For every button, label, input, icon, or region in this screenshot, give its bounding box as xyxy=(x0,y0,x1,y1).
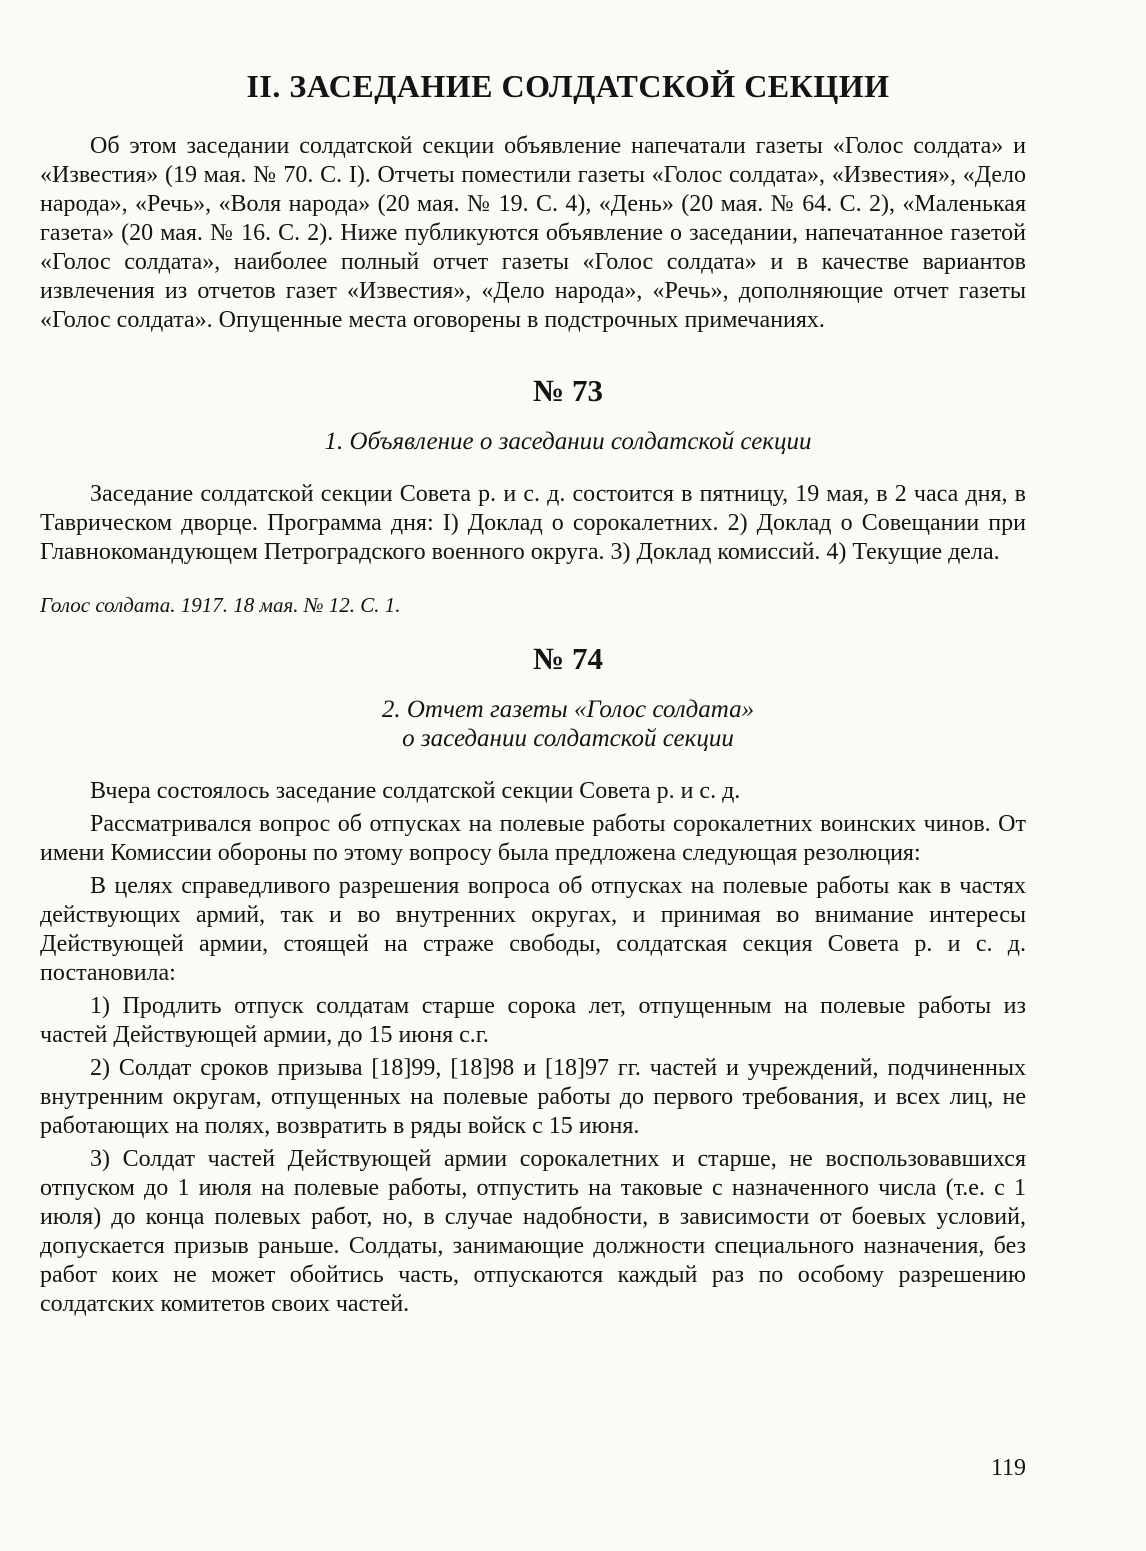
report-paragraph-3: В целях справедливого разрешения вопроса об отпусках на полевые работы как в частях действующих армий, так и во внутренних округах, и принимая во внимание интересы Действующей армии, стоящей на страже свободы, солдатская секция Совета р. и с. д. постановила: xyxy=(40,873,1026,986)
report-paragraph-6: 3) Солдат частей Действующей армии сорокалетних и старше, не воспользовавшихся отпуском до 1 июля на полевые работы, отпустить на таковые с назначенного числа (т.е. с 1 июля) до конца полевых работ, но, в случае надобности, в зависимости от боевых условий, допускается призыв раньше. Солдаты, занимающие должности специального назначения, без работ коих не может обойтись часть, отпускаются каждый раз по особому разрешению солдатских комитетов своих частей. xyxy=(40,1146,1026,1317)
notice-paragraph: Заседание солдатской секции Совета р. и с. д. состоится в пятницу, 19 мая, в 2 часа дня, в Таврическом дворце. Программа дня: I) Доклад о сорокалетних. 2) Доклад о Совещании при Главнокомандующем Петроградского военного округа. 3) Доклад комиссий. 4) Текущие дела. xyxy=(40,481,1026,565)
document-heading-73 xyxy=(40,427,1026,456)
document-number-74: № 74 xyxy=(533,641,603,676)
intro-paragraph: Об этом заседании солдатской секции объявление напечатали газеты «Голос солдата» и «Известия» (19 мая. № 70. С. I). Отчеты поместили газеты «Голос солдата», «Известия», «Дело народа», «Речь», «Воля народа» (20 мая. № 19. С. 4), «День» (20 мая. № 64. С. 2), «Маленькая газета» (20 мая. № 16. С. 2). Ниже публикуются объявление о заседании, напечатанное газетой «Голос солдата», наиболее полный отчет газеты «Голос солдата» и в качестве вариантов извлечения из отчетов газет «Известия», «Дело народа», «Речь», дополняющие отчет газеты «Голос солдата». Опущенные места оговорены в подстрочных примечаниях. xyxy=(40,133,1026,333)
document-number-73: № 73 xyxy=(533,373,603,408)
report-paragraph-5: 2) Солдат сроков призыва [18]99, [18]98 и [18]97 гг. частей и учреждений, подчиненных внутренним округам, отпущенных на полевые работы до первого требования, и всех лиц, не работающих на полях, возвратить в ряды войск с 15 июня. xyxy=(40,1055,1026,1139)
report-paragraph-2: Рассматривался вопрос об отпусках на полевые работы сорокалетних воинских чинов. От имени Комиссии обороны по этому вопросу была предложена следующая резолюция: xyxy=(40,811,1026,866)
page-number: 119 xyxy=(990,1455,1026,1481)
notice-body xyxy=(40,480,1026,567)
source-citation-73: Голос солдата. 1917. 18 мая. № 12. С. 1. xyxy=(40,593,401,617)
document-heading-73-text: 1. Объявление о заседании солдатской секции xyxy=(324,428,812,455)
document-heading-74-line1: 2. Отчет газеты «Голос солдата» xyxy=(381,696,755,723)
document-heading-74 xyxy=(40,695,1026,753)
report-body xyxy=(40,777,1026,1319)
report-paragraph-1: Вчера состоялось заседание солдатской секции Совета р. и с. д. xyxy=(90,778,741,804)
report-paragraph-4: 1) Продлить отпуск солдатам старше сорока лет, отпущенным на полевые работы из частей Действующей армии, до 15 июня с.г. xyxy=(40,993,1026,1048)
section-title: II. ЗАСЕДАНИЕ СОЛДАТСКОЙ СЕКЦИИ xyxy=(246,68,890,104)
document-heading-74-line2: о заседании солдатской секции xyxy=(402,725,734,752)
